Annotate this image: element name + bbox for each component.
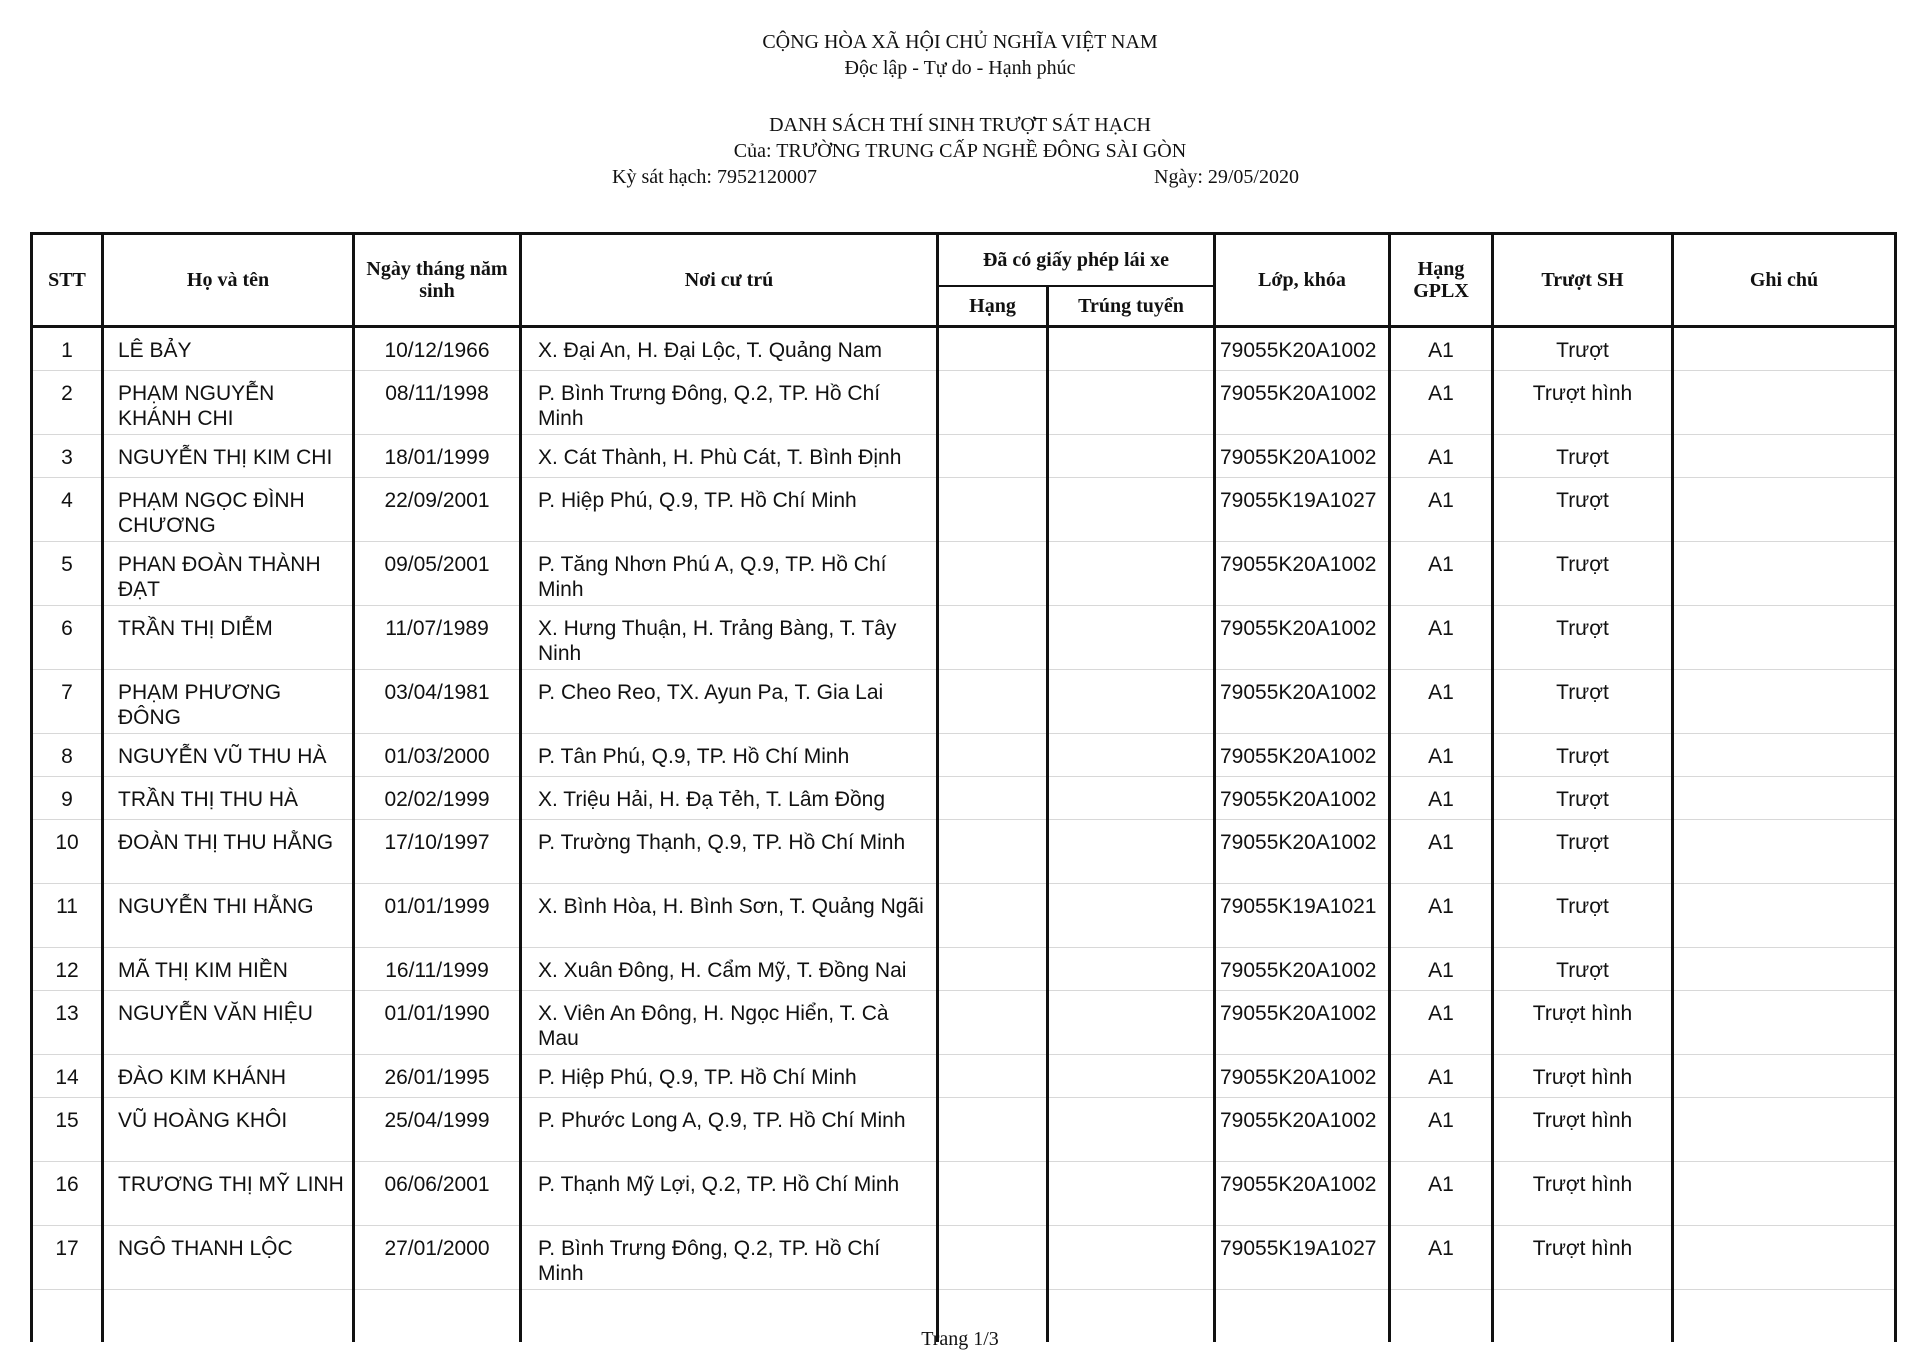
cell-dob: 01/01/1990 <box>354 991 521 1055</box>
cell-stt: 4 <box>32 478 103 542</box>
cell-stt: 9 <box>32 777 103 820</box>
cell-address: X. Bình Hòa, H. Bình Sơn, T. Quảng Ngãi <box>521 884 938 948</box>
cell-name: NGUYỄN THI HẰNG <box>103 884 354 948</box>
cell-class: 79055K20A1002 <box>1215 1162 1390 1226</box>
cell-class: 79055K20A1002 <box>1215 1098 1390 1162</box>
cell-gplx: A1 <box>1390 606 1493 670</box>
cell-dob: 18/01/1999 <box>354 435 521 478</box>
cell-stt: 13 <box>32 991 103 1055</box>
cell-result: Trượt <box>1493 478 1673 542</box>
cell-license-rank <box>938 777 1048 820</box>
cell-license-rank <box>938 670 1048 734</box>
cell-result: Trượt <box>1493 606 1673 670</box>
cell-license-rank <box>938 606 1048 670</box>
cell-stt: 17 <box>32 1226 103 1290</box>
cell-name: ĐOÀN THỊ THU HẰNG <box>103 820 354 884</box>
cell-name: NGUYỄN THỊ KIM CHI <box>103 435 354 478</box>
cell-result: Trượt <box>1493 327 1673 371</box>
cell-gplx: A1 <box>1390 371 1493 435</box>
table-row <box>32 327 1896 371</box>
cell-class: 79055K20A1002 <box>1215 991 1390 1055</box>
table-row <box>32 478 1896 542</box>
cell-dob: 16/11/1999 <box>354 948 521 991</box>
cell-note <box>1673 884 1896 948</box>
country-heading: CỘNG HÒA XÃ HỘI CHỦ NGHĨA VIỆT NAM <box>762 31 1158 53</box>
table-row <box>32 884 1896 948</box>
cell-note <box>1673 948 1896 991</box>
cell-address: P. Bình Trưng Đông, Q.2, TP. Hồ Chí Minh <box>521 1226 938 1290</box>
cell-result: Trượt hình <box>1493 1162 1673 1226</box>
col-header-result: Trượt SH <box>1493 234 1673 327</box>
table-row <box>32 948 1896 991</box>
organization-line: Của: TRƯỜNG TRUNG CẤP NGHỀ ĐÔNG SÀI GÒN <box>733 140 1187 162</box>
cell-class: 79055K20A1002 <box>1215 820 1390 884</box>
col-header-class: Lớp, khóa <box>1215 234 1390 327</box>
cell-name: PHẠM PHƯƠNG ĐÔNG <box>103 670 354 734</box>
cell-address: X. Cát Thành, H. Phù Cát, T. Bình Định <box>521 435 938 478</box>
cell-class: 79055K19A1027 <box>1215 1226 1390 1290</box>
cell-note <box>1673 435 1896 478</box>
cell-name: PHAN ĐOÀN THÀNH ĐẠT <box>103 542 354 606</box>
table-row <box>32 435 1896 478</box>
cell-note <box>1673 991 1896 1055</box>
cell-dob: 06/06/2001 <box>354 1162 521 1226</box>
cell-note <box>1673 327 1896 371</box>
cell-address: X. Hưng Thuận, H. Trảng Bàng, T. Tây Ninh <box>521 606 938 670</box>
cell-result: Trượt <box>1493 670 1673 734</box>
cell-dob: 11/07/1989 <box>354 606 521 670</box>
cell-class: 79055K19A1021 <box>1215 884 1390 948</box>
cell-gplx: A1 <box>1390 991 1493 1055</box>
col-header-license-pass: Trúng tuyển <box>1048 286 1215 327</box>
cell-note <box>1673 606 1896 670</box>
cell-license-rank <box>938 948 1048 991</box>
col-header-note: Ghi chú <box>1673 234 1896 327</box>
cell-dob: 08/11/1998 <box>354 371 521 435</box>
cell-license-pass <box>1048 948 1215 991</box>
cell-license-rank <box>938 1098 1048 1162</box>
cell-dob: 27/01/2000 <box>354 1226 521 1290</box>
cell-result: Trượt hình <box>1493 1226 1673 1290</box>
cell-stt: 1 <box>32 327 103 371</box>
cell-result: Trượt <box>1493 777 1673 820</box>
cell-dob: 01/01/1999 <box>354 884 521 948</box>
cell-address: P. Hiệp Phú, Q.9, TP. Hồ Chí Minh <box>521 478 938 542</box>
cell-stt: 5 <box>32 542 103 606</box>
cell-note <box>1673 670 1896 734</box>
document-title: DANH SÁCH THÍ SINH TRƯỢT SÁT HẠCH <box>769 114 1151 136</box>
table-row <box>32 820 1896 884</box>
cell-note <box>1673 1226 1896 1290</box>
cell-address: P. Tân Phú, Q.9, TP. Hồ Chí Minh <box>521 734 938 777</box>
cell-address: P. Bình Trưng Đông, Q.2, TP. Hồ Chí Minh <box>521 371 938 435</box>
cell-dob: 03/04/1981 <box>354 670 521 734</box>
cell-note <box>1673 1055 1896 1098</box>
cell-class: 79055K19A1027 <box>1215 478 1390 542</box>
cell-license-pass <box>1048 1055 1215 1098</box>
table-row <box>32 1098 1896 1162</box>
cell-result: Trượt <box>1493 884 1673 948</box>
cell-gplx: A1 <box>1390 734 1493 777</box>
cell-license-rank <box>938 478 1048 542</box>
cell-license-rank <box>938 1226 1048 1290</box>
cell-class: 79055K20A1002 <box>1215 371 1390 435</box>
cell-license-rank <box>938 991 1048 1055</box>
cell-result: Trượt <box>1493 820 1673 884</box>
cell-address: P. Thạnh Mỹ Lợi, Q.2, TP. Hồ Chí Minh <box>521 1162 938 1226</box>
cell-license-pass <box>1048 542 1215 606</box>
cell-name: ĐÀO KIM KHÁNH <box>103 1055 354 1098</box>
table-row <box>32 1162 1896 1226</box>
table-row <box>32 991 1896 1055</box>
cell-address: X. Xuân Đông, H. Cẩm Mỹ, T. Đồng Nai <box>521 948 938 991</box>
col-header-dob: Ngày tháng năm sinh <box>354 234 521 327</box>
cell-gplx: A1 <box>1390 884 1493 948</box>
cell-license-pass <box>1048 734 1215 777</box>
cell-gplx: A1 <box>1390 1055 1493 1098</box>
cell-stt: 12 <box>32 948 103 991</box>
cell-gplx: A1 <box>1390 820 1493 884</box>
cell-dob: 01/03/2000 <box>354 734 521 777</box>
table-row <box>32 371 1896 435</box>
cell-gplx: A1 <box>1390 542 1493 606</box>
cell-class: 79055K20A1002 <box>1215 948 1390 991</box>
cell-license-rank <box>938 327 1048 371</box>
cell-gplx: A1 <box>1390 478 1493 542</box>
cell-stt: 15 <box>32 1098 103 1162</box>
cell-class: 79055K20A1002 <box>1215 542 1390 606</box>
cell-name: TRẦN THỊ DIỄM <box>103 606 354 670</box>
cell-note <box>1673 734 1896 777</box>
cell-stt: 10 <box>32 820 103 884</box>
cell-license-rank <box>938 1055 1048 1098</box>
cell-name: NGUYỄN VŨ THU HÀ <box>103 734 354 777</box>
cell-result: Trượt hình <box>1493 991 1673 1055</box>
results-table <box>30 232 1897 1342</box>
table-row <box>32 1055 1896 1098</box>
cell-note <box>1673 542 1896 606</box>
cell-name: NGÔ THANH LỘC <box>103 1226 354 1290</box>
cell-address: X. Viên An Đông, H. Ngọc Hiển, T. Cà Mau <box>521 991 938 1055</box>
cell-stt: 7 <box>32 670 103 734</box>
cell-name: TRẦN THỊ THU HÀ <box>103 777 354 820</box>
cell-address: X. Đại An, H. Đại Lộc, T. Quảng Nam <box>521 327 938 371</box>
cell-note <box>1673 371 1896 435</box>
cell-name: MÃ THỊ KIM HIỀN <box>103 948 354 991</box>
table-row <box>32 777 1896 820</box>
cell-dob: 22/09/2001 <box>354 478 521 542</box>
cell-dob: 02/02/1999 <box>354 777 521 820</box>
col-header-gplx: Hạng GPLX <box>1390 234 1493 327</box>
table-row <box>32 542 1896 606</box>
cell-class: 79055K20A1002 <box>1215 734 1390 777</box>
cell-gplx: A1 <box>1390 327 1493 371</box>
table-row <box>32 670 1896 734</box>
table-row <box>32 734 1896 777</box>
cell-stt: 14 <box>32 1055 103 1098</box>
cell-address: P. Hiệp Phú, Q.9, TP. Hồ Chí Minh <box>521 1055 938 1098</box>
col-header-address: Nơi cư trú <box>521 234 938 327</box>
cell-license-rank <box>938 884 1048 948</box>
cell-gplx: A1 <box>1390 948 1493 991</box>
cell-note <box>1673 478 1896 542</box>
cell-license-pass <box>1048 777 1215 820</box>
table-row <box>32 606 1896 670</box>
cell-license-rank <box>938 542 1048 606</box>
cell-license-pass <box>1048 435 1215 478</box>
exam-date: Ngày: 29/05/2020 <box>1154 166 1299 188</box>
cell-license-rank <box>938 820 1048 884</box>
col-header-license-rank: Hạng <box>938 286 1048 327</box>
cell-gplx: A1 <box>1390 670 1493 734</box>
cell-stt: 3 <box>32 435 103 478</box>
cell-address: P. Trường Thạnh, Q.9, TP. Hồ Chí Minh <box>521 820 938 884</box>
cell-gplx: A1 <box>1390 1098 1493 1162</box>
cell-license-rank <box>938 1162 1048 1226</box>
cell-name: PHẠM NGỌC ĐÌNH CHƯƠNG <box>103 478 354 542</box>
cell-address: P. Tăng Nhơn Phú A, Q.9, TP. Hồ Chí Minh <box>521 542 938 606</box>
cell-license-pass <box>1048 606 1215 670</box>
cell-note <box>1673 777 1896 820</box>
cell-license-pass <box>1048 670 1215 734</box>
cell-license-pass <box>1048 371 1215 435</box>
cell-class: 79055K20A1002 <box>1215 327 1390 371</box>
cell-dob: 17/10/1997 <box>354 820 521 884</box>
cell-name: TRƯƠNG THỊ MỸ LINH <box>103 1162 354 1226</box>
cell-address: P. Cheo Reo, TX. Ayun Pa, T. Gia Lai <box>521 670 938 734</box>
cell-name: NGUYỄN VĂN HIỆU <box>103 991 354 1055</box>
cell-result: Trượt <box>1493 542 1673 606</box>
cell-stt: 2 <box>32 371 103 435</box>
cell-stt: 8 <box>32 734 103 777</box>
cell-license-pass <box>1048 820 1215 884</box>
cell-license-pass <box>1048 1162 1215 1226</box>
cell-name: PHẠM NGUYỄN KHÁNH CHI <box>103 371 354 435</box>
cell-license-pass <box>1048 1098 1215 1162</box>
cell-note <box>1673 1162 1896 1226</box>
table-row <box>32 1226 1896 1290</box>
cell-class: 79055K20A1002 <box>1215 435 1390 478</box>
cell-license-pass <box>1048 991 1215 1055</box>
col-header-license-group: Đã có giấy phép lái xe <box>938 234 1215 287</box>
cell-license-rank <box>938 435 1048 478</box>
cell-result: Trượt hình <box>1493 371 1673 435</box>
cell-license-rank <box>938 734 1048 777</box>
cell-result: Trượt <box>1493 948 1673 991</box>
cell-stt: 11 <box>32 884 103 948</box>
cell-license-rank <box>938 371 1048 435</box>
cell-license-pass <box>1048 327 1215 371</box>
cell-note <box>1673 1098 1896 1162</box>
cell-dob: 26/01/1995 <box>354 1055 521 1098</box>
cell-stt: 16 <box>32 1162 103 1226</box>
cell-gplx: A1 <box>1390 777 1493 820</box>
cell-class: 79055K20A1002 <box>1215 777 1390 820</box>
cell-result: Trượt <box>1493 435 1673 478</box>
cell-license-pass <box>1048 1226 1215 1290</box>
cell-note <box>1673 820 1896 884</box>
cell-stt: 6 <box>32 606 103 670</box>
cell-dob: 25/04/1999 <box>354 1098 521 1162</box>
cell-class: 79055K20A1002 <box>1215 606 1390 670</box>
cell-address: P. Phước Long A, Q.9, TP. Hồ Chí Minh <box>521 1098 938 1162</box>
cell-class: 79055K20A1002 <box>1215 670 1390 734</box>
page-number: Trang 1/3 <box>921 1328 999 1350</box>
cell-license-pass <box>1048 478 1215 542</box>
cell-gplx: A1 <box>1390 1162 1493 1226</box>
cell-dob: 10/12/1966 <box>354 327 521 371</box>
cell-dob: 09/05/2001 <box>354 542 521 606</box>
cell-class: 79055K20A1002 <box>1215 1055 1390 1098</box>
cell-gplx: A1 <box>1390 435 1493 478</box>
cell-name: VŨ HOÀNG KHÔI <box>103 1098 354 1162</box>
motto: Độc lập - Tự do - Hạnh phúc <box>844 57 1076 79</box>
cell-result: Trượt <box>1493 734 1673 777</box>
cell-result: Trượt hình <box>1493 1098 1673 1162</box>
cell-result: Trượt hình <box>1493 1055 1673 1098</box>
cell-license-pass <box>1048 884 1215 948</box>
cell-gplx: A1 <box>1390 1226 1493 1290</box>
cell-name: LÊ BẢY <box>103 327 354 371</box>
col-header-name: Họ và tên <box>103 234 354 327</box>
cell-address: X. Triệu Hải, H. Đạ Tẻh, T. Lâm Đồng <box>521 777 938 820</box>
col-header-stt: STT <box>32 234 103 327</box>
exam-code: Kỳ sát hạch: 7952120007 <box>612 166 817 188</box>
